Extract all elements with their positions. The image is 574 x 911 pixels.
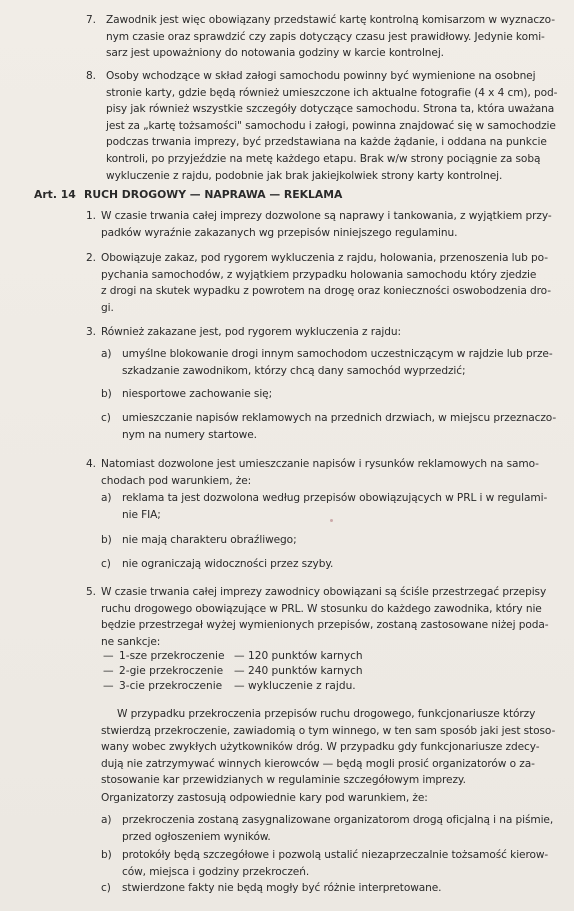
article-label: Art. 14 (34, 188, 76, 201)
point-number: 8. (86, 70, 96, 82)
point-8-text: Osoby wchodzące w skład załogi samochodu powinny być wymienione na osobnej stronie karty, gdzie będą również umieszczone ich aktualne fotografie (4 x 4 cm), pod- pisy jak również wszystkie szczegóły dotyczące samochodu. Strona ta, która uważana jest za „kartę tożsamości" samochodu i załogi, powinna znajdować się w samochodzie podczas trwania imprezy, być przedstawiana na każde żądanie, i oddana na punkcie kontroli, po przyjeździe na metę każdego etapu. Brak w/w strony pociągnie za sobą wykluczenie z rajdu, podobnie jak brak jakiejkolwiek strony karty kontrolnej. (106, 70, 558, 182)
point-7-text: Zawodnik jest więc obowiązany przedstawić kartę kontrolną komisarzom w wyznaczo- nym czasie oraz sprawdzić czy zapis dotyczący czasu jest prawidłowy. Jedynie komi- sarz jest upoważniony do notowania godziny w karcie kontrolnej. (106, 14, 555, 60)
article-title: RUCH DROGOWY — NAPRAWA — REKLAMA (84, 188, 343, 201)
point-number: 7. (86, 14, 96, 26)
item-number: 5. (86, 586, 96, 598)
item-number: 2. (86, 252, 96, 264)
item-number: 3. (86, 326, 96, 338)
item-number: 1. (86, 210, 96, 222)
document-page: 7. Zawodnik jest więc obowiązany przedstawić kartę kontrolną komisarzom w wyznaczo- nym czasie oraz sprawdzić czy zapis dotyczący czasu jest prawidłowy. Jedynie komi- sarz jest upoważniony do notowania godziny w karcie kontrolnej. 8. Osoby wchodzące w skład załogi samochodu powinny być wymienione na osobnej stronie karty, gdzie będą również umieszczone ich aktualne fotografie (4 x 4 cm), pod- pisy jak również wszystkie szczegóły dotyczące samochodu. Strona ta, która uważana jest za „kartę tożsamości" samochodu i załogi, powinna znajdować się w samochodzie podczas trwania imprezy, być przedstawiana na każde żądanie, i oddana na punkcie kontroli, po przyjeździe na metę każdego etapu. Brak w/w strony pociągnie za sobą wykluczenie z rajdu, podobnie jak brak jakiejkolwiek strony karty kontrolnej. Art. 14 RUCH DROGOWY — NAPRAWA — REKLAMA 1. W czasie trwania całej imprezy dozwolone są naprawy i tankowania, z wyjątkiem przy- padków wyraźnie zakazanych wg przepisów niniejszego regulaminu. 2. Obowiązuje zakaz, pod rygorem wykluczenia z rajdu, holowania, przenoszenia lub po- pychania samochodów, z wyjątkiem przypadku holowania samochodu który zjedzie z drogi na skutek wypadku z powrotem na drogę oraz konieczności oswobodzenia dro- gi. 3. Również zakazane jest, pod rygorem wykluczenia z rajdu: a) umyślne blokowanie drogi innym samochodom uczestniczącym w rajdzie lub prze- szkadzanie zawodnikom, którzy chcą dany samochód wyprzedzić; b) niesportowe zachowanie się; c) umieszczanie napisów reklamowych na przednich drzwiach, w miejscu przeznaczo- nym na numery startowe. 4. Natomiast dozwolone jest umieszczanie napisów i rysunków reklamowych na samo- chodach pod warunkiem, że: a) reklama ta jest dozwolona według przepisów obowiązujących w PRL i w regulami- nie FIA; b) nie mają charakteru obraźliwego; c) nie ograniczają widoczności przez szyby. 5. W czasie trwania całej imprezy zawodnicy obowiązani są ściśle przestrzegać przepisy ruchu drogowego obowiązujące w PRL. W stosunku do każdego zawodnika, który nie będzie przestrzegał wyżej wymienionych przepisów, zostaną zastosowane niżej poda- ne sankcje: — 1-sze przekroczenie — 120 punktów karnych — 2-gie przekroczenie — 240 punktów karnych — 3-cie przekroczenie — wykluczenie z rajdu. W przypadku przekroczenia przepisów ruchu drogowego, funkcjonariusze którzy stwierdzą przekroczenie, zawiadomią o tym winnego, w ten sam sposób jaki jest stoso- wany wobec zwykłych użytkowników dróg. W przypadku gdy funkcjonariusze zdecy- dują nie zatrzymywać winnych kierowców — będą mogli prosić organizatorów o za- stosowanie kar przewidzianych w regulaminie szczegółowym imprezy. Organizatorzy zastosują odpowiednie kary pod warunkiem, że: a) przekroczenia zostaną zasygnalizowane organizatorom drogą oficjalną i na piśmie, przed ogłoszeniem wyników. b) protokóły będą szczegółowe i pozwolą ustalić niezaprzeczalnie tożsamość kierow- ców, miejsca i godziny przekroczeń. c) stwierdzone fakty nie będą mogły być różnie interpretowane. (0, 0, 574, 911)
print-speck (330, 519, 333, 522)
item-number: 4. (86, 458, 96, 470)
